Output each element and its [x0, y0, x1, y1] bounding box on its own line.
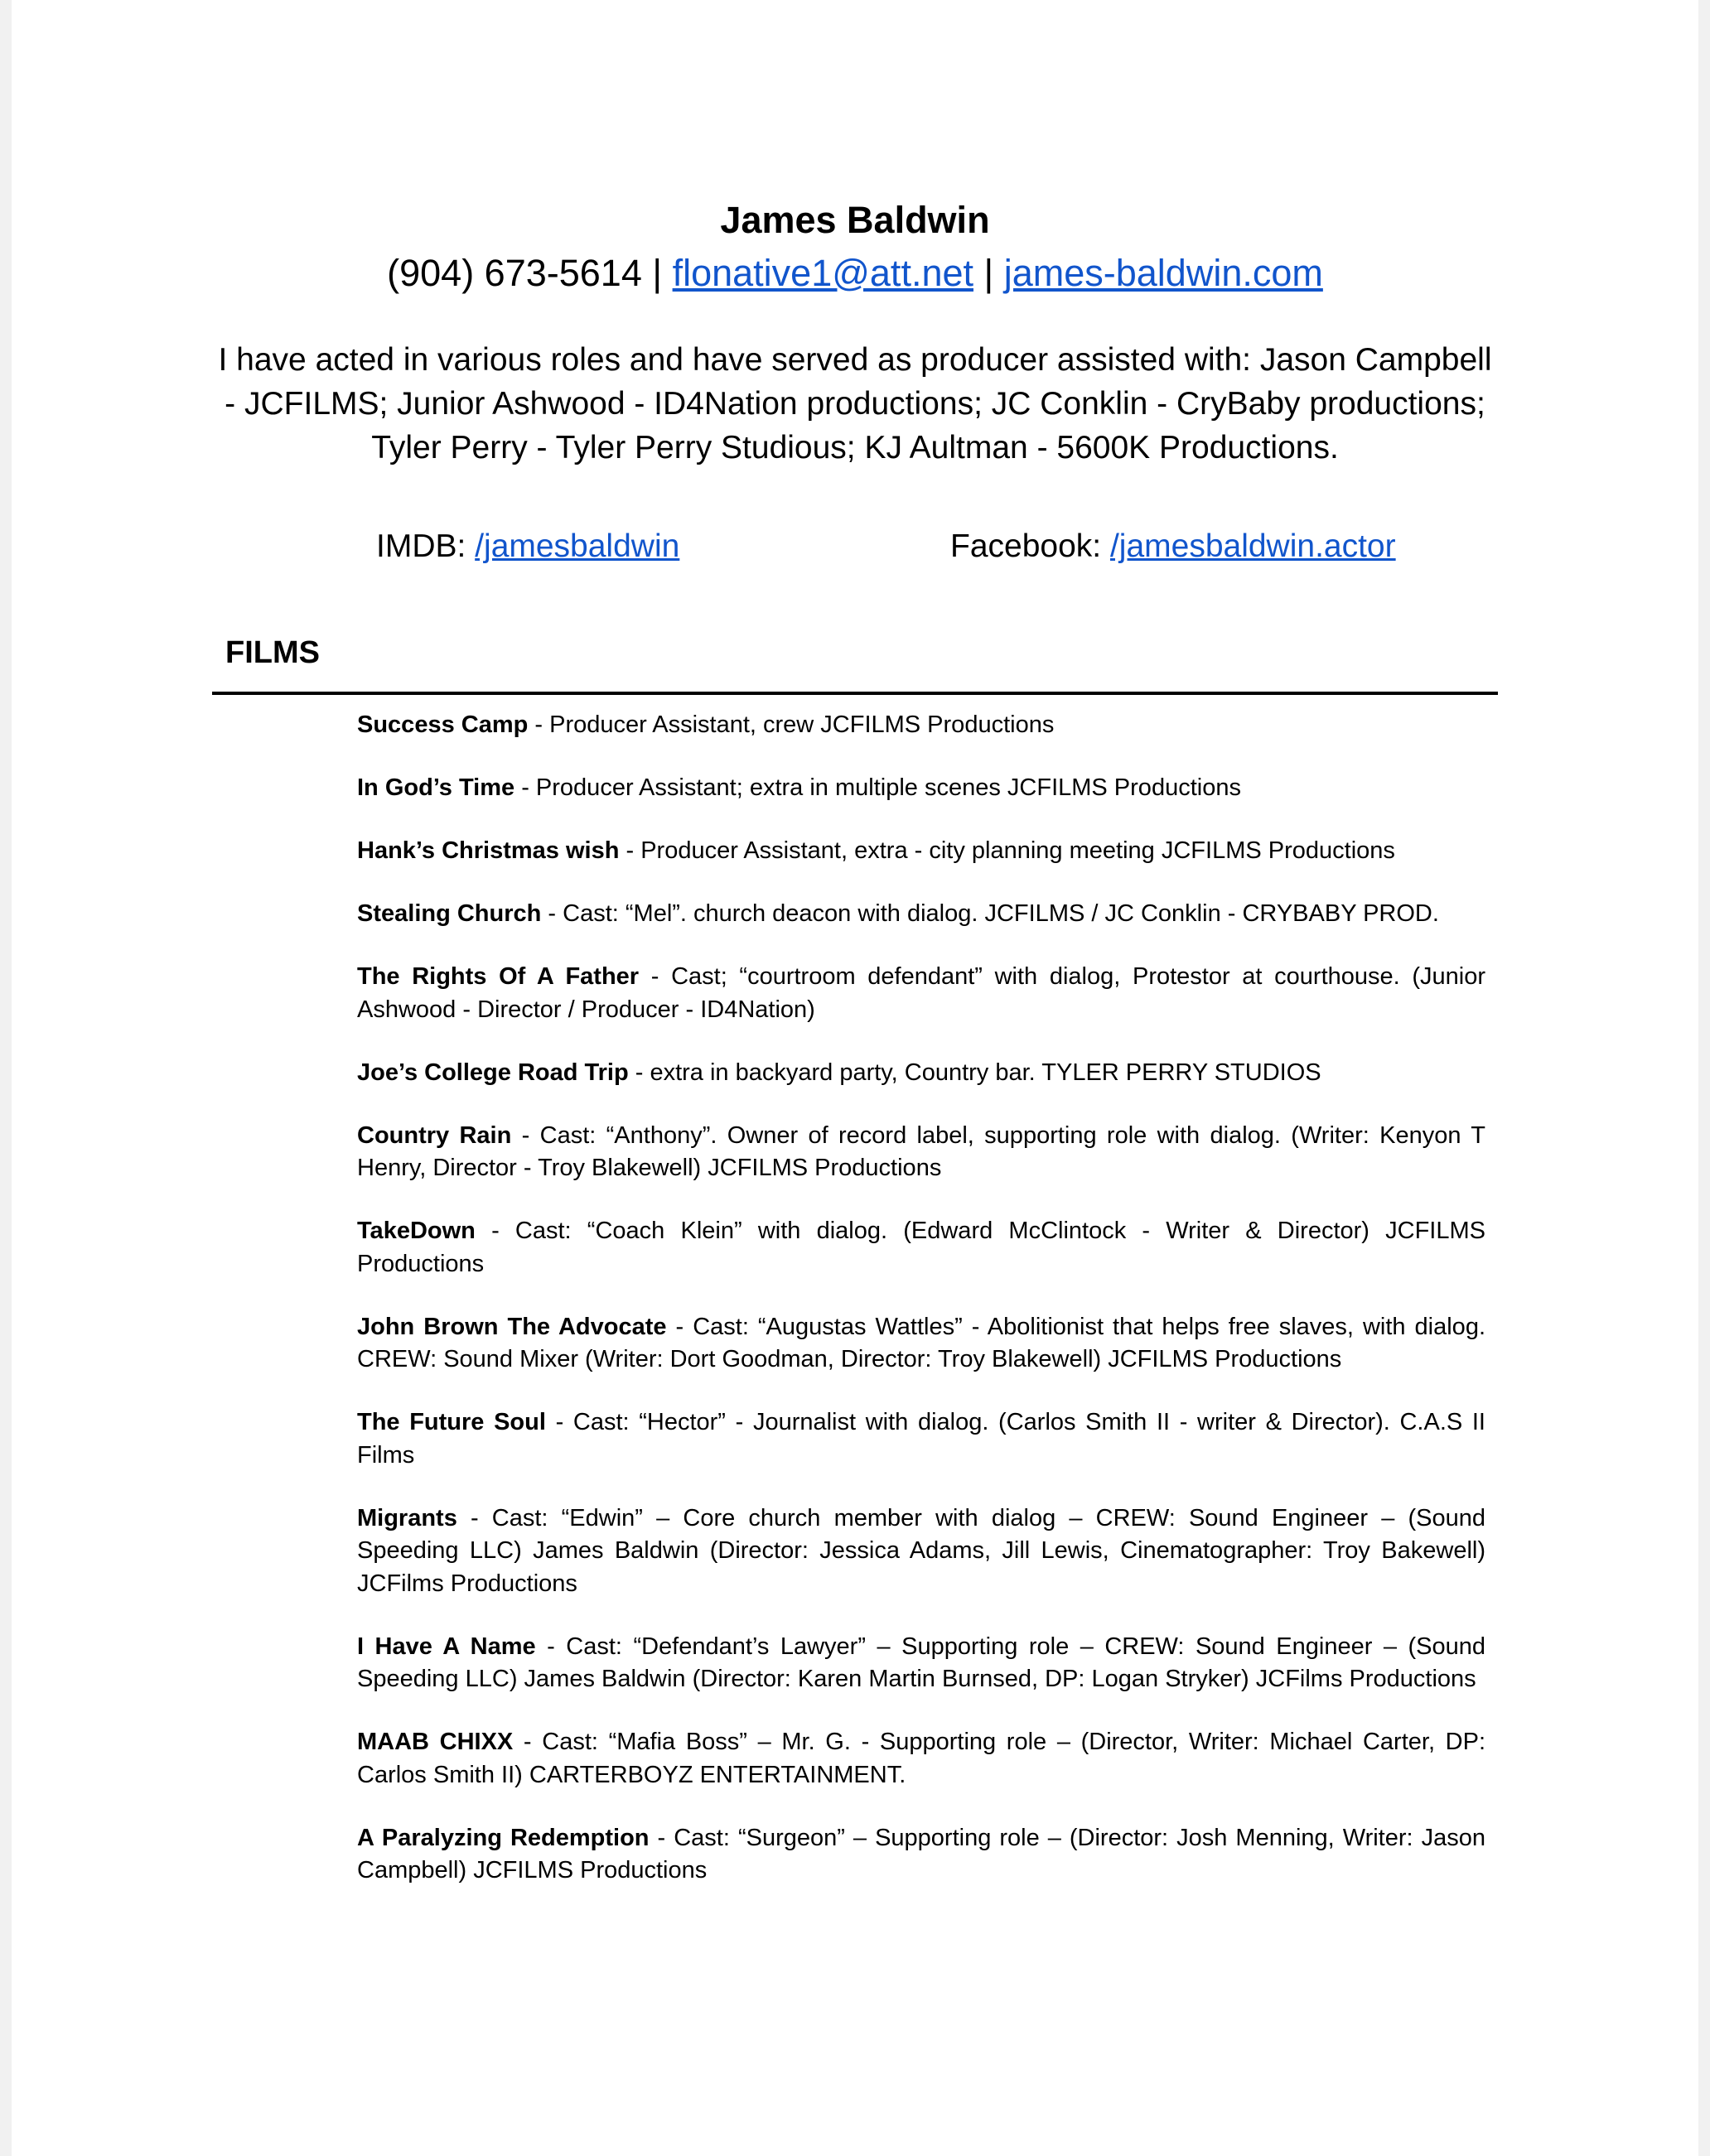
film-title: Joe’s College Road Trip	[357, 1059, 629, 1086]
facebook-line	[950, 523, 1396, 570]
film-description: - Cast: “Defendant’s Lawyer” – Supporting role – CREW: Sound Engineer – (Sound Speeding LLC) James Baldwin (Director: Karen Martin Burnsed, DP: Logan Stryker) JCFilms Productions	[357, 1633, 1485, 1692]
summary-paragraph: I have acted in various roles and have served as producer assisted with: Jason Campbell - JCFILMS; Junior Ashwood - ID4Nation productions; JC Conklin - CryBaby productions; Tyler Perry - Tyler Perry Studious; KJ Aultman - 5600K Productions.	[218, 342, 1492, 465]
facebook-link[interactable]: /jamesbaldwin.actor	[1109, 528, 1396, 564]
film-title: Stealing Church	[357, 900, 542, 927]
film-title: The Rights Of A Father	[357, 963, 640, 990]
film-entry	[357, 961, 1485, 1026]
imdb-label: IMDB:	[376, 528, 466, 564]
film-description: - Producer Assistant, crew JCFILMS Productions	[528, 711, 1055, 738]
film-description: - extra in backyard party, Country bar. TYLER PERRY STUDIOS	[628, 1059, 1321, 1086]
film-description: - Cast: “Mafia Boss” – Mr. G. - Supporting role – (Director, Writer: Michael Carter, DP: Carlos Smith II) CARTERBOYZ ENTERTAINMENT.	[357, 1729, 1485, 1788]
website-link[interactable]: james-baldwin.com	[1003, 252, 1323, 294]
resume-page	[12, 0, 1698, 2156]
film-entry	[357, 835, 1485, 868]
film-entry	[357, 1057, 1485, 1090]
facebook-label: Facebook:	[950, 528, 1102, 564]
film-title: MAAB CHIXX	[357, 1729, 514, 1755]
film-title: John Brown The Advocate	[357, 1313, 667, 1340]
film-description: - Cast: “Anthony”. Owner of record label, supporting role with dialog. (Writer: Kenyon T Henry, Director - Troy Blakewell) JCFILMS Productions	[357, 1121, 1485, 1181]
film-title: Success Camp	[357, 711, 529, 738]
separator: |	[983, 252, 994, 294]
film-description: - Producer Assistant; extra in multiple scenes JCFILMS Productions	[514, 774, 1241, 801]
film-title: In God’s Time	[357, 774, 515, 801]
imdb-line	[376, 523, 679, 570]
films-section-title: FILMS	[225, 635, 320, 670]
film-entry	[357, 1311, 1485, 1377]
section-divider	[212, 692, 1498, 695]
film-description: - Cast: “Surgeon” – Supporting role – (Director: Josh Menning, Writer: Jason Campbell) JCFILMS Productions	[357, 1824, 1485, 1883]
film-entry	[357, 1631, 1485, 1696]
film-title: Country Rain	[357, 1121, 512, 1149]
email-link[interactable]: flonative1@att.net	[672, 252, 973, 294]
film-description: - Producer Assistant, extra - city planning meeting JCFILMS Productions	[619, 837, 1395, 864]
film-title: Hank’s Christmas wish	[357, 837, 620, 864]
film-entry	[357, 1502, 1485, 1601]
film-entry	[357, 1822, 1485, 1888]
person-name: James Baldwin	[720, 199, 990, 241]
film-description: - Cast: “Coach Klein” with dialog. (Edward McClintock - Writer & Director) JCFILMS Productions	[357, 1218, 1485, 1277]
film-entry	[357, 898, 1485, 931]
film-entry	[357, 1406, 1485, 1472]
film-title: The Future Soul	[357, 1409, 546, 1435]
film-entry	[357, 772, 1485, 805]
film-description: - Cast; “courtroom defendant” with dialog, Protestor at courthouse. (Junior Ashwood - Director / Producer - ID4Nation)	[357, 963, 1485, 1023]
resume-header	[12, 192, 1698, 298]
separator: |	[652, 252, 663, 294]
imdb-link[interactable]: /jamesbaldwin	[475, 528, 680, 564]
film-description: - Cast: “Mel”. church deacon with dialog. JCFILMS / JC Conklin - CRYBABY PROD.	[541, 900, 1439, 927]
film-title: I Have A Name	[357, 1633, 536, 1660]
film-title: TakeDown	[357, 1218, 476, 1244]
phone-number: (904) 673-5614	[387, 252, 642, 294]
films-list	[357, 709, 1485, 1917]
film-title: Migrants	[357, 1504, 457, 1531]
film-description: - Cast: “Hector” - Journalist with dialog. (Carlos Smith II - writer & Director). C.A.S II Films	[357, 1409, 1485, 1469]
film-entry	[357, 1726, 1485, 1792]
film-description: - Cast: “Edwin” – Core church member with dialog – CREW: Sound Engineer – (Sound Speeding LLC) James Baldwin (Director: Jessica Adams, Jill Lewis, Cinematographer: Troy Bakewell) JCFilms Productions	[357, 1504, 1485, 1597]
film-entry	[357, 1120, 1485, 1185]
film-entry	[357, 709, 1485, 742]
contact-line	[12, 248, 1698, 298]
film-description: - Cast: “Augustas Wattles” - Abolitionist that helps free slaves, with dialog. CREW: Sound Mixer (Writer: Dort Goodman, Director: Troy Blakewell) JCFILMS Productions	[357, 1313, 1486, 1372]
film-entry	[357, 1215, 1485, 1281]
film-title: A Paralyzing Redemption	[357, 1824, 650, 1851]
